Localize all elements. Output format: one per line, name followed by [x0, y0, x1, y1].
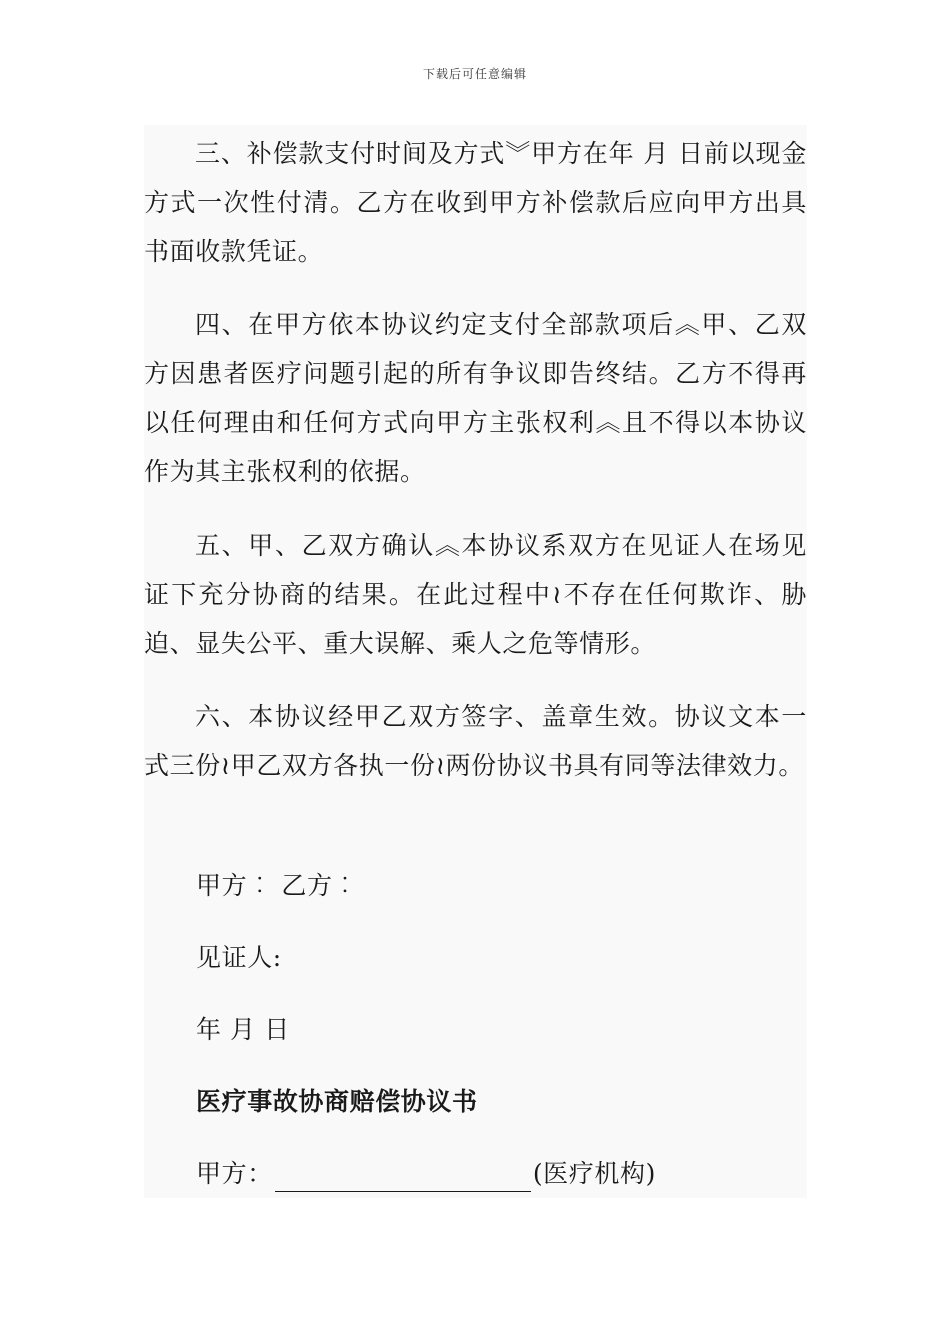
clause-5-confirmation: 五、甲、乙双方确认︽本协议系双方在见证人在场见证下充分协商的结果。在此过程中≀不存在任何欺诈、胁迫、显失公平、重大误解、乘人之危等情形。 — [144, 531, 807, 658]
page-header: 下载后可任意编辑 — [422, 67, 527, 81]
party-a-blank — [275, 1167, 531, 1192]
document-body — [144, 125, 807, 1198]
party-a-suffix: (医疗机构) — [532, 1159, 656, 1188]
party-a-line — [196, 1156, 656, 1192]
clause-6-effect: 六、本协议经甲乙双方签字、盖章生效。协议文本一式三份≀甲乙双方各执一份≀两份协议书具有同等法律效力。 — [144, 702, 807, 780]
signature-parties: 甲方︰ 乙方︰ — [196, 871, 359, 900]
clause-3-payment: 三、补偿款支付时间及方式︾甲方在年 月 日前以现金方式一次性付清。乙方在收到甲方补偿款后应向甲方出具书面收款凭证。 — [144, 139, 807, 266]
document-title: 医疗事故协商赔偿协议书 — [196, 1087, 478, 1116]
clause-4-settlement: 四、在甲方依本协议约定支付全部款项后︽甲、乙双方因患者医疗问题引起的所有争议即告终结。乙方不得再以任何理由和任何方式向甲方主张权利︽且不得以本协议作为其主张权利的依据。 — [144, 310, 807, 486]
party-a-label: 甲方： — [196, 1159, 273, 1188]
signature-date: 年 月 日 — [196, 1015, 290, 1044]
signature-witness: 见证人: — [196, 943, 282, 972]
